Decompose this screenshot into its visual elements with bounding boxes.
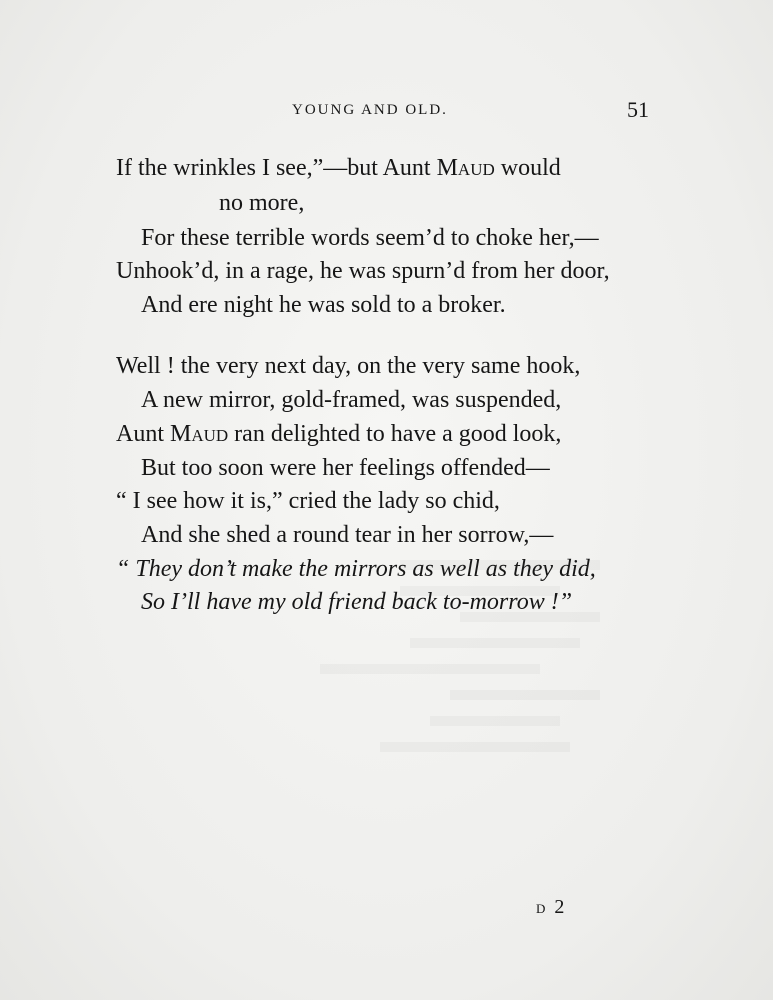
poem-text: would	[494, 155, 561, 181]
poem-line: Unhook’d, in a rage, he was spurn’d from her door,	[116, 258, 610, 284]
character-name: Maud	[436, 155, 495, 181]
poem-line: A new mirror, gold-framed, was suspended,	[141, 387, 562, 413]
poem-line: “ I see how it is,” cried the lady so chid,	[116, 488, 500, 514]
character-name: Maud	[170, 421, 229, 447]
poem-text: ran delighted to have a good look,	[228, 421, 562, 447]
poem-line: And she shed a round tear in her sorrow,—	[141, 522, 554, 548]
poem-line: no more,	[219, 190, 305, 216]
poem-line: For these terrible words seem’d to choke her,—	[141, 225, 599, 251]
poem-line	[116, 422, 561, 446]
poem-line: But too soon were her feelings offended—	[141, 455, 550, 481]
page-number: 51	[627, 97, 649, 122]
poem-line: And ere night he was sold to a broker.	[141, 292, 506, 318]
poem-text: Aunt	[116, 421, 170, 447]
poem-text: If the wrinkles I see,”—but Aunt	[116, 155, 437, 181]
signature-letter: D	[536, 901, 547, 916]
poem-line: So I’ll have my old friend back to-morrow !”	[141, 589, 573, 615]
running-head-title: YOUNG AND OLD.	[292, 102, 448, 118]
poem-line: Well ! the very next day, on the very same hook,	[116, 353, 581, 379]
signature-number: 2	[554, 896, 565, 918]
signature-mark	[536, 896, 564, 919]
poem-line: “ They don’t make the mirrors as well as they did,	[116, 556, 596, 582]
poem-line	[116, 156, 561, 180]
